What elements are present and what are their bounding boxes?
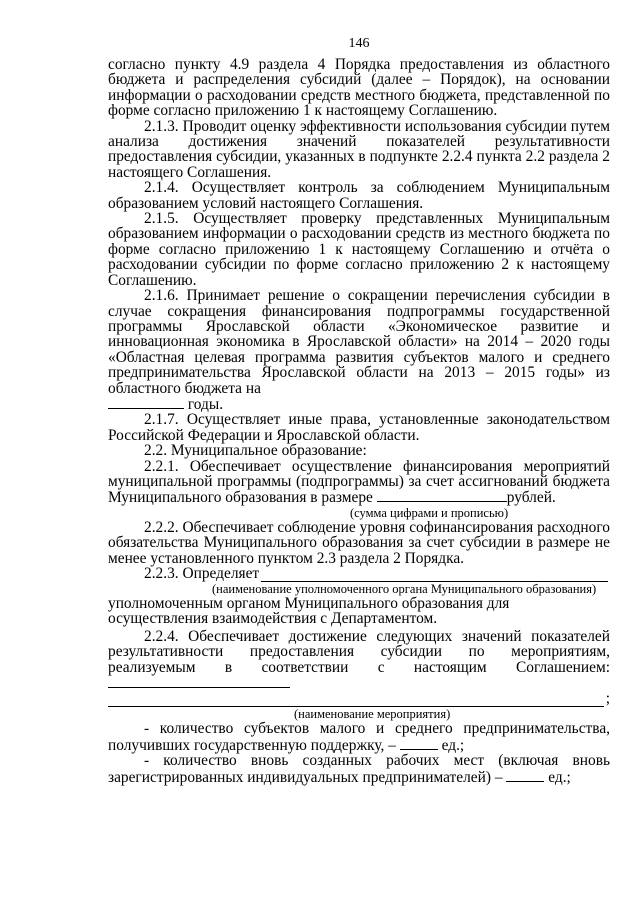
indicator-smb-supported: [108, 721, 610, 753]
measure-hint: (наименование мероприятия): [294, 707, 451, 722]
measure-name-row: [108, 691, 610, 707]
clause-2-2-3: 2.2.3. Определяет: [144, 565, 260, 582]
indicator-jobs-unit: ед.;: [548, 768, 571, 786]
jobs-count-blank: [506, 769, 544, 782]
clause-2-1-6-end: годы.: [187, 395, 224, 413]
clause-2-2-4-text: 2.2.4. Обеспечивает достижение следующих значений показателей результативности предоставления субсидии по мероприятиям, реализуемым в соответствии с настоящим Соглашением:: [108, 627, 610, 676]
indicator-smb-unit: ед.;: [441, 736, 465, 754]
smb-count-blank: [400, 737, 438, 750]
years-blank-line: [108, 396, 184, 409]
clause-2-1-3: 2.1.3. Проводит оценку эффективности использования субсидии путем анализа достижения значений показателей результативности предоставления субсидии, указанных в подпункте 2.2.4 пункта 2.2 раздела 2 настоящего Соглашения.: [108, 117, 610, 181]
indicator-new-jobs: [108, 753, 610, 785]
clause-2-1-6-text: 2.1.6. Принимает решение о сокращении перечисления субсидии в случае сокращения финансирования подпрограммы государственной программы Ярославской области «Экономическое развитие и инновационная экономика в Ярославской области» на 2014 – 2020 годы «Областная целевая программа развития субъектов малого и среднего предпринимательства Ярославской области на 2013 – 2015 годы» из областного бюджета на: [108, 287, 610, 397]
measure-name-blank-line: [108, 693, 604, 707]
indicator-smb-text: - количество субъектов малого и среднего предпринимательства, получивших государственную поддержку, –: [108, 720, 610, 754]
clause-2-2-3-row: [108, 566, 610, 582]
measure-blank-line: [108, 675, 290, 688]
page-number: 146: [348, 36, 370, 51]
clause-2-2-1-end: рублей.: [506, 489, 556, 507]
clause-2-2-1: [108, 459, 610, 506]
clause-2-1-6: [108, 288, 610, 412]
clause-2-1-4: 2.1.4. Осуществляет контроль за соблюдением Муниципальным образованием условий настоящего Соглашения.: [108, 179, 610, 212]
clause-2-1-5: 2.1.5. Осуществляет проверку представленных Муниципальным образованием информации о расходовании средств из местного бюджета по форме согласно приложению 1 к настоящему Соглашению и отчёта о расходовании субсидии по форме согласно приложению 2 к настоящему Соглашению.: [108, 210, 610, 289]
measure-separator: ;: [605, 690, 610, 708]
document-page: [108, 36, 610, 785]
clause-2-1-7: 2.1.7. Осуществляет иные права, установленные законодательством Российской Федерации и Ярославской области.: [108, 411, 610, 444]
amount-blank-line: [377, 489, 507, 502]
amount-hint: (сумма цифрами и прописью): [350, 505, 509, 520]
authority-blank-line: [261, 568, 608, 582]
clause-2-2-3-continued: уполномоченным органом Муниципального образования для осуществления взаимодействия с Департаментом.: [108, 595, 510, 628]
section-2-2-heading: 2.2. Муниципальное образование:: [144, 442, 367, 460]
clause-2-2-1-text: 2.2.1. Обеспечивает осуществление финансирования мероприятий муниципальной программы (подпрограммы) за счет ассигнований бюджета Муниципального образования в размере: [108, 457, 610, 507]
paragraph-continuation: согласно пункту 4.9 раздела 4 Порядка предоставления из областного бюджета и распределения субсидий (далее – Порядок), на основании информации о расходовании средств местного бюджета, представленной по форме согласно приложению 1 к настоящему Соглашению.: [108, 56, 610, 120]
indicator-jobs-text: - количество вновь созданных рабочих мест (включая вновь зарегистрированных индивидуальных предпринимателей) –: [108, 752, 610, 786]
clause-2-2-2: 2.2.2. Обеспечивает соблюдение уровня софинансирования расходного обязательства Муниципального образования за счет субсидии в размере не менее установленного пунктом 2.3 раздела 2 Порядка.: [108, 518, 610, 567]
authority-hint: (наименование уполномоченного органа Муниципального образования): [212, 582, 597, 596]
clause-2-2-4: [108, 629, 610, 692]
